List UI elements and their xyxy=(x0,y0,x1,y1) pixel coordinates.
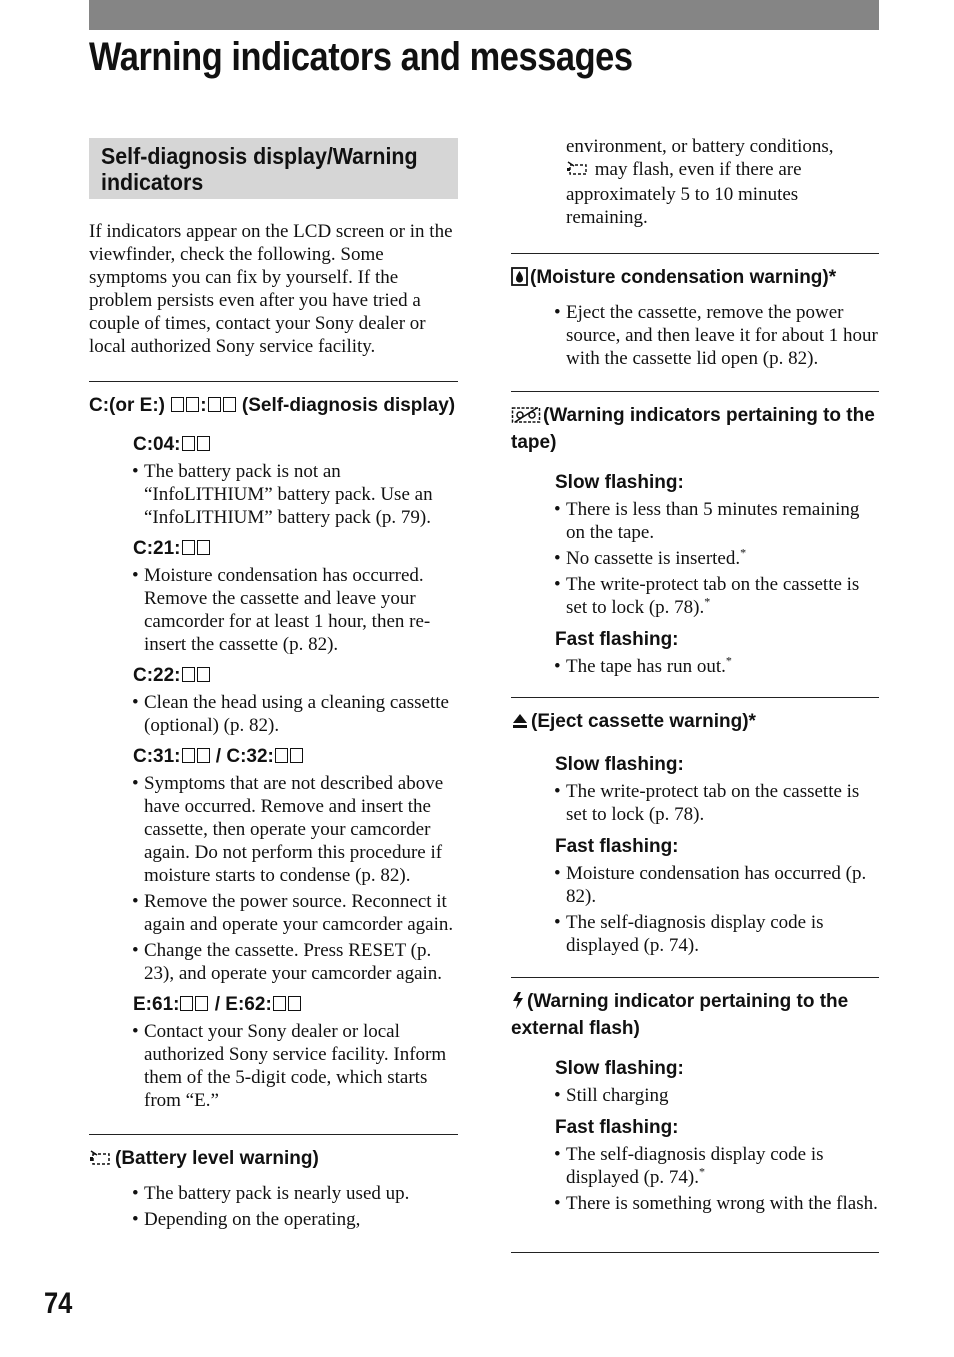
list-item: • Remove the power source. Reconnect it again and operate your camcorder again. xyxy=(132,890,458,936)
code-c04-list xyxy=(132,460,458,529)
list-item: • Eject the cassette, remove the power source, and then leave it for about 1 hour with the cassette lid open (p. 82). xyxy=(554,301,879,370)
eject-warning-heading: (Eject cassette warning)* xyxy=(511,710,879,737)
tape-warning-heading: (Warning indicators pertaining to the tape) xyxy=(511,405,875,453)
flash-slow-list xyxy=(554,1084,879,1107)
section-divider xyxy=(511,1252,879,1253)
moisture-warning-heading: (Moisture condensation warning)* xyxy=(511,266,879,293)
battery-warning-list xyxy=(132,1182,458,1231)
list-item: • The self-diagnosis display code is displayed (p. 74). xyxy=(554,911,879,957)
tape-fast-label: Fast flashing: xyxy=(555,629,679,650)
list-item: • The battery pack is not an “InfoLITHIUM” battery pack. Use an “InfoLITHIUM” battery pack (p. 79). xyxy=(132,460,458,529)
code-e61-label: E:61: / E:62: xyxy=(133,993,458,1017)
code-c22-label: C:22: xyxy=(133,664,458,688)
flash-icon xyxy=(511,991,525,1017)
eject-icon xyxy=(511,712,529,737)
moisture-warning-block xyxy=(511,253,879,370)
right-column xyxy=(511,135,879,1218)
flash-fast-label: Fast flashing: xyxy=(555,1117,679,1138)
header-bar xyxy=(89,0,879,30)
self-diagnosis-block xyxy=(89,381,458,1112)
flash-fast-list xyxy=(554,1143,879,1215)
section-header xyxy=(89,138,458,199)
eject-slow-label: Slow flashing: xyxy=(555,754,684,775)
list-item: • There is something wrong with the flash. xyxy=(554,1192,879,1215)
flash-warning-heading: (Warning indicator pertaining to the external flash) xyxy=(511,991,849,1039)
code-c21-label: C:21: xyxy=(133,537,458,561)
left-column xyxy=(89,138,458,1234)
page-number: 74 xyxy=(44,1287,73,1320)
code-c04-label: C:04: xyxy=(133,433,458,457)
list-item: • Moisture condensation has occurred (p. 82). xyxy=(554,862,879,908)
list-item: • No cassette is inserted.* xyxy=(554,547,879,570)
tape-fast-list xyxy=(554,655,879,678)
page-title: Warning indicators and messages xyxy=(89,35,633,79)
code-e61-list xyxy=(132,1020,458,1112)
flash-warning-block xyxy=(511,977,879,1215)
battery-warning-heading: (Battery level warning) xyxy=(89,1147,458,1174)
code-c21-list xyxy=(132,564,458,656)
battery-empty-icon xyxy=(89,1149,113,1174)
eject-fast-label: Fast flashing: xyxy=(555,836,679,857)
code-c22-list xyxy=(132,691,458,737)
list-item: • The battery pack is nearly used up. xyxy=(132,1182,458,1205)
self-diagnosis-heading: C:(or E:) : (Self-diagnosis display) xyxy=(89,395,456,416)
code-c31-list xyxy=(132,772,458,985)
list-item: • Clean the head using a cleaning cassette (optional) (p. 82). xyxy=(132,691,458,737)
list-item: • Depending on the operating, xyxy=(132,1208,458,1231)
flash-slow-label: Slow flashing: xyxy=(555,1058,684,1079)
tape-warning-block xyxy=(511,391,879,678)
battery-continued: environment, or battery conditions, may flash, even if there are approximately 5 to 10 minutes remaining. xyxy=(566,136,834,228)
tape-warning-icon xyxy=(511,406,541,431)
list-item: • Moisture condensation has occurred. Remove the cassette and leave your camcorder for at least 1 hour, then re-insert the cassette (p. 82). xyxy=(132,564,458,656)
code-c31-label: C:31: / C:32: xyxy=(133,745,458,769)
eject-fast-list xyxy=(554,862,879,957)
moisture-warning-list xyxy=(554,301,879,370)
eject-warning-block xyxy=(511,697,879,957)
battery-empty-icon xyxy=(566,160,590,183)
list-item: • There is less than 5 minutes remaining on the tape. xyxy=(554,498,879,544)
list-item: • Still charging xyxy=(554,1084,879,1107)
list-item: • The write-protect tab on the cassette is set to lock (p. 78). xyxy=(554,780,879,826)
tape-slow-label: Slow flashing: xyxy=(555,472,684,493)
list-item: • Contact your Sony dealer or local authorized Sony service facility. Inform them of the 5-digit code, which starts from “E.” xyxy=(132,1020,458,1112)
moisture-icon xyxy=(511,267,528,293)
section-title: Self-diagnosis display/Warning indicators xyxy=(101,143,418,195)
list-item: • The tape has run out.* xyxy=(554,655,879,678)
list-item: • Symptoms that are not described above have occurred. Remove and insert the cassette, then operate your camcorder again. Do not perform this procedure if moisture starts to condense (p. 82). xyxy=(132,772,458,887)
list-item: • Change the cassette. Press RESET (p. 23), and operate your camcorder again. xyxy=(132,939,458,985)
list-item: • The write-protect tab on the cassette is set to lock (p. 78).* xyxy=(554,573,879,619)
battery-warning-block xyxy=(89,1134,458,1231)
eject-slow-list xyxy=(554,780,879,826)
intro-paragraph: If indicators appear on the LCD screen or in the viewfinder, check the following. Some symptoms you can fix by yourself. If the problem persists even after you have tried a couple of times, contact your Sony dealer or local authorized Sony service facility. xyxy=(89,221,453,357)
tape-slow-list xyxy=(554,498,879,619)
list-item: • The self-diagnosis display code is displayed (p. 74).* xyxy=(554,1143,879,1189)
